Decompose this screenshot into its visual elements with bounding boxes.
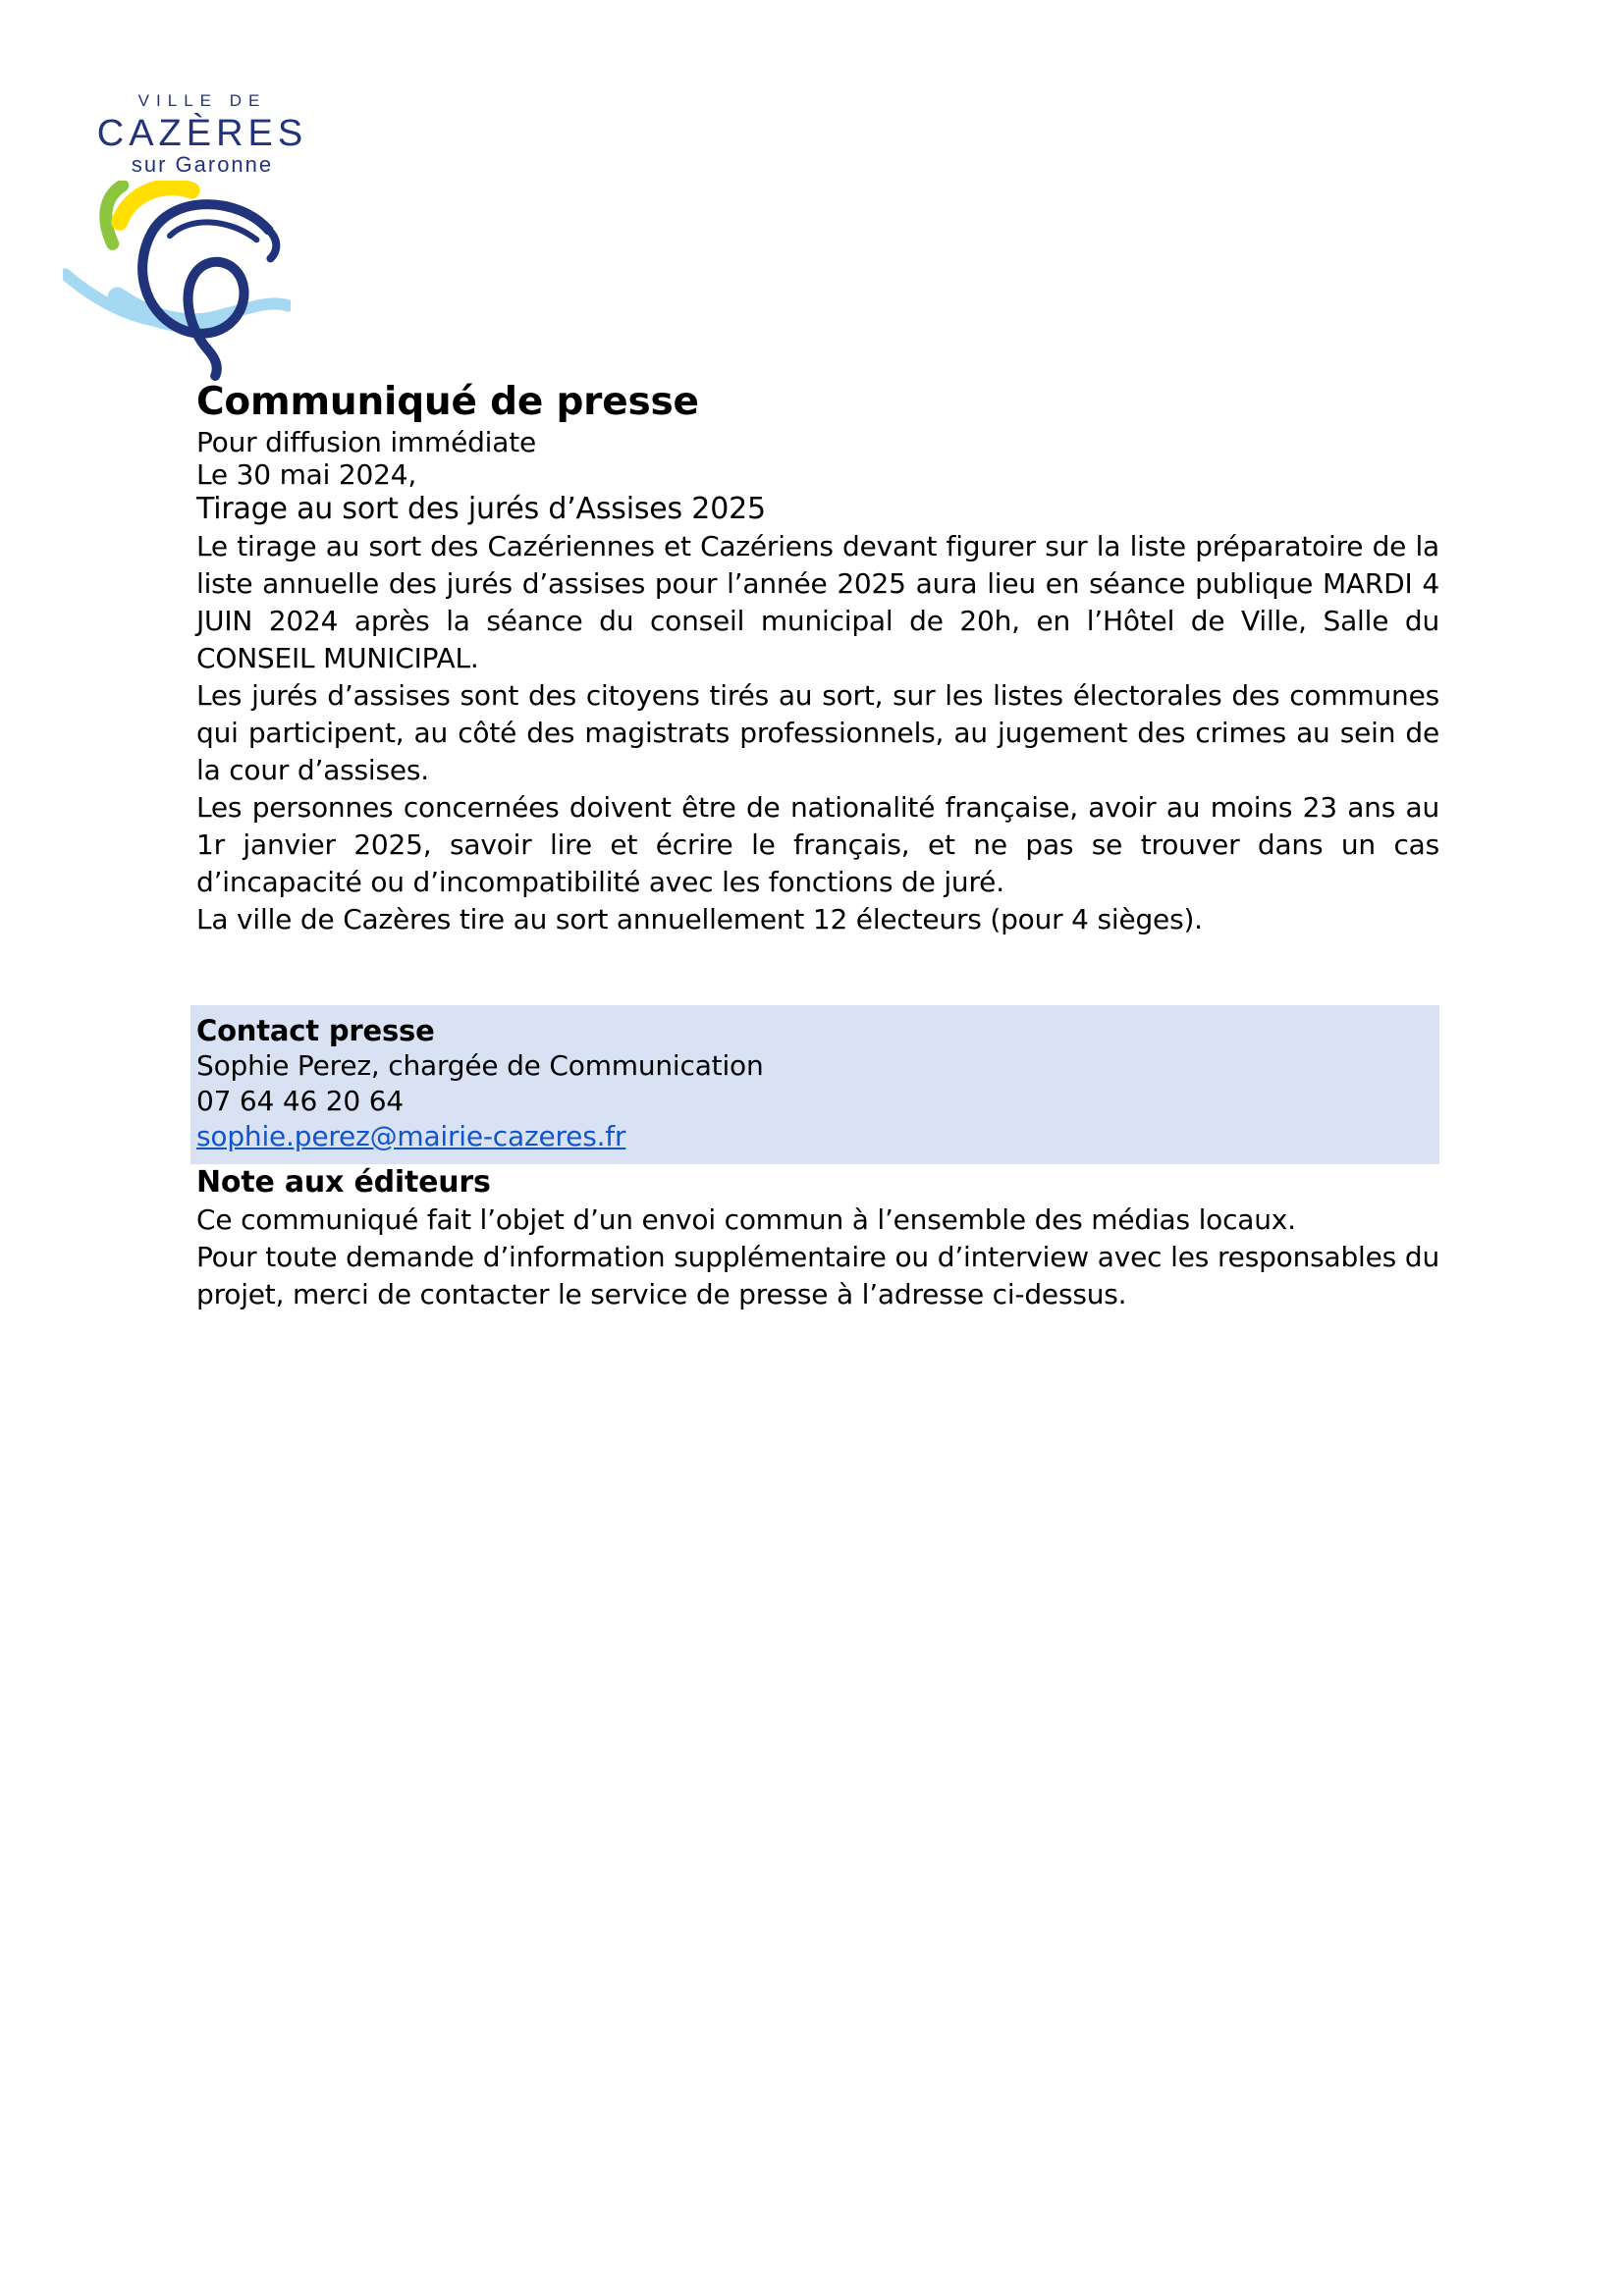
contact-heading: Contact presse bbox=[196, 1014, 435, 1047]
contact-name-role: Sophie Perez, chargée de Communication bbox=[196, 1049, 764, 1082]
contact-email-link[interactable]: sophie.perez@mairie-cazeres.fr bbox=[196, 1120, 626, 1152]
logo-c-accent-top bbox=[170, 222, 256, 240]
logo-line-cazeres: CAZÈRES bbox=[96, 113, 308, 154]
logo-line-sur-garonne: sur Garonne bbox=[131, 152, 274, 177]
logo-line-ville-de: VILLE DE bbox=[137, 91, 267, 110]
article-headline: Tirage au sort des jurés d’Assises 2025 bbox=[196, 492, 766, 526]
logo-c-flourish bbox=[268, 230, 276, 258]
body-paragraph-3: La ville de Cazères tire au sort annuellement 12 électeurs (pour 4 sièges). bbox=[196, 903, 1203, 935]
logo-c-monogram bbox=[142, 204, 268, 376]
release-timing: Pour diffusion immédiate bbox=[196, 426, 537, 458]
body-paragraph-2b: Les personnes concernées doivent être de nationalité française, avoir au moins 23 ans au 1r janvier 2025, savoir lire et écrire le français, et ne pas se trouver dans un cas d’incapacité ou d’incompatibilité avec les fonctions de juré. bbox=[196, 791, 1439, 898]
editors-note-heading: Note aux éditeurs bbox=[196, 1165, 491, 1200]
logo-emblem-icon bbox=[63, 181, 291, 383]
city-logo bbox=[0, 0, 412, 412]
editors-note-paragraph-2: Pour toute demande d’information supplémentaire ou d’interview avec les responsables du projet, merci de contacter le service de presse à l’adresse ci-dessus. bbox=[196, 1241, 1439, 1310]
body-paragraph-2a: Les jurés d’assises sont des citoyens tirés au sort, sur les listes électorales des communes qui participent, au côté des magistrats professionnels, au jugement des crimes au sein de la cour d’assises. bbox=[196, 679, 1439, 786]
editors-note-paragraph-1: Ce communiqué fait l’objet d’un envoi commun à l’ensemble des médias locaux. bbox=[196, 1203, 1296, 1236]
body-paragraph-1: Le tirage au sort des Cazériennes et Cazériens devant figurer sur la liste préparatoire de la liste annuelle des jurés d’assises pour l’année 2025 aura lieu en séance publique MARDI 4 JUIN 2024 après la séance du conseil municipal de 20h, en l’Hôtel de Ville, Salle du CONSEIL MUNICIPAL. bbox=[196, 530, 1439, 674]
document-body bbox=[196, 379, 1439, 1313]
contact-phone: 07 64 46 20 64 bbox=[196, 1085, 404, 1117]
logo-wordmark bbox=[77, 90, 328, 178]
release-date: Le 30 mai 2024, bbox=[196, 458, 417, 491]
press-contact-box bbox=[190, 1005, 1439, 1164]
press-release-title: Communiqué de presse bbox=[196, 380, 699, 424]
